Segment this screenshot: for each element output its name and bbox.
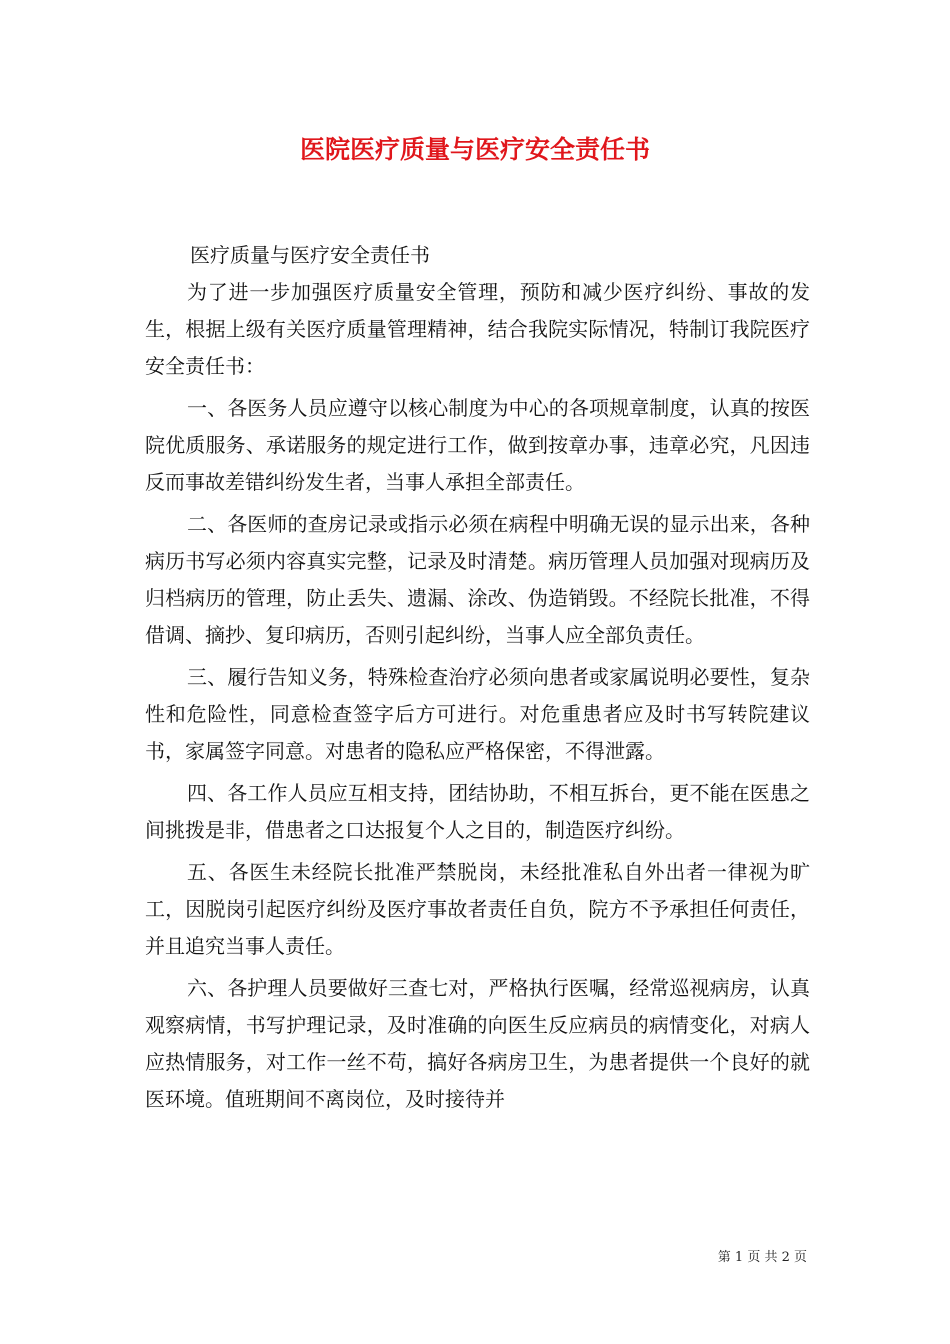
document-title: 医院医疗质量与医疗安全责任书: [299, 135, 650, 164]
page-number-footer: 第 1 页 共 2 页: [717, 1250, 807, 1265]
document-body: [145, 274, 810, 1123]
paragraph-clause-6: 六、各护理人员要做好三查七对，严格执行医嘱，经常巡视病房，认真观察病情，书写护理记录，及时准确的向医生反应病员的病情变化，对病人应热情服务，对工作一丝不苟，搞好各病房卫生，为患者提供一个良好的就医环境。值班期间不离岗位，及时接待并: [145, 976, 810, 1111]
paragraph-intro: 为了进一步加强医疗质量安全管理，预防和减少医疗纠纷、事故的发生，根据上级有关医疗质量管理精神，结合我院实际情况，特制订我院医疗安全责任书：: [145, 280, 810, 378]
document-subtitle: 医疗质量与医疗安全责任书: [190, 243, 430, 267]
paragraph-clause-5: 五、各医生未经院长批准严禁脱岗，未经批准私自外出者一律视为旷工，因脱岗引起医疗纠纷及医疗事故者责任自负，院方不予承担任何责任，并且追究当事人责任。: [145, 860, 810, 958]
paragraph-clause-2: 二、各医师的查房记录或指示必须在病程中明确无误的显示出来，各种病历书写必须内容真实完整，记录及时清楚。病历管理人员加强对现病历及归档病历的管理，防止丢失、遗漏、涂改、伪造销毁。不经院长批准，不得借调、摘抄、复印病历，否则引起纠纷，当事人应全部负责任。: [145, 512, 810, 647]
paragraph-clause-3: 三、履行告知义务，特殊检查治疗必须向患者或家属说明必要性，复杂性和危险性，同意检查签字后方可进行。对危重患者应及时书写转院建议书，家属签字同意。对患者的隐私应严格保密，不得泄露。: [145, 665, 810, 763]
paragraph-clause-4: 四、各工作人员应互相支持，团结协助，不相互拆台，更不能在医患之间挑拨是非，借患者之口达报复个人之目的，制造医疗纠纷。: [145, 781, 810, 842]
paragraph-clause-1: 一、各医务人员应遵守以核心制度为中心的各项规章制度，认真的按医院优质服务、承诺服务的规定进行工作，做到按章办事，违章必究，凡因违反而事故差错纠纷发生者，当事人承担全部责任。: [145, 396, 810, 494]
